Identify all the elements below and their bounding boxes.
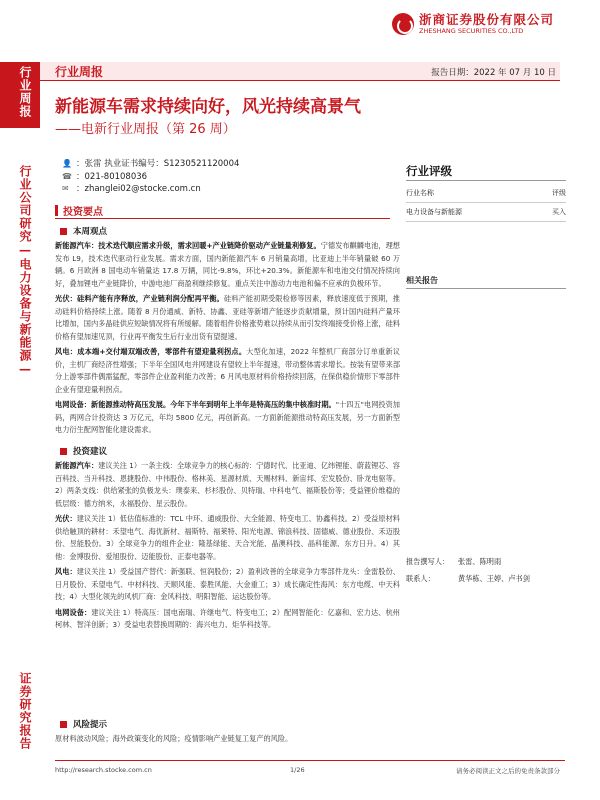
authors-block: 报告撰写人： 张雷、陈明雨 联系人： 黄华栋、王婷、卢书剑 bbox=[406, 557, 530, 583]
company-name-en: ZHESHANG SECURITIES CO.,LTD bbox=[419, 27, 524, 35]
footer-disclaimer: 请务必阅读正文之后的免责条款部分 bbox=[456, 767, 560, 775]
bullet-icon bbox=[60, 721, 67, 728]
phone-icon: ☎ bbox=[62, 171, 72, 181]
view-ev: 新能源汽车：技术迭代顺应需求升级，需求回暖+产业链降价驱动产业链量利修复。宁德发布麒麟电池，理想发布 L9，技术迭代驱动行业发展。需求方面，国内新能源汽车 6 月销量高增，比亚迪上半年销量破 60 万辆。6 月欧洲 8 国电动车销量达 17.8 万辆，同比-9.8%，环比+20.3%。新能源车和电池交付情况持续向好，叠加锂电产业链降价，中游电池厂商盈利继续修复。重点关注中游动力电池和偏不应承的负极环节。 bbox=[55, 241, 400, 288]
side-label-middle: 行业公司研究—电力设备与新能源— bbox=[18, 165, 32, 377]
page-title: 新能源车需求持续向好，风光持续高景气 bbox=[55, 97, 361, 117]
analyst-phone: ：021-80108036 bbox=[76, 171, 148, 182]
company-name-cn: 浙商证券股份有限公司 bbox=[419, 12, 555, 27]
view-grid: 电网设备：新能源推动特高压发展。今年下半年到明年上半年是特高压的集中核准时期。"十四五"电网投资加码，两网合计投资达 3 万亿元，年均 5800 亿元，再创新高。一方面新能源推动特高压发展，另一方面新型电力衍生配网智能化建设需求。 bbox=[55, 400, 400, 434]
suggest-wind: 风电：建议关注 1）受益国产替代：新强联、恒润股份；2）盈利改善的全球竞争力零部件龙头：金雷股份、日月股份、禾望电气、中材科技、天顺风能、泰胜风能、大金重工；3）成长确定性海风：东方电缆、中天科技；4）大型化领先的风机厂商：金风科技、明阳智能、运达股份等。 bbox=[55, 567, 400, 601]
related-reports-title: 相关报告 bbox=[406, 276, 438, 285]
analyst-email[interactable]: ：zhanglei02@stocke.com.cn bbox=[76, 184, 201, 194]
page-number: 1/26 bbox=[290, 766, 305, 774]
risk-text: 原材料波动风险；海外政策变化的风险；疫情影响产业链复工复产的风险。 bbox=[55, 734, 293, 743]
rating-value: 买入 bbox=[552, 208, 566, 216]
bullet-icon bbox=[60, 448, 67, 455]
section-title: 投资要点 bbox=[63, 207, 103, 218]
suggestions-heading: 投资建议 bbox=[60, 445, 107, 457]
company-logo bbox=[392, 12, 554, 35]
email-icon: ✉ bbox=[62, 184, 69, 193]
person-icon: 👤 bbox=[62, 159, 72, 168]
page-subtitle: ——电新行业周报（第 26 周） bbox=[55, 122, 236, 137]
suggestions-body bbox=[55, 460, 400, 635]
zheshang-logo-icon bbox=[392, 13, 414, 35]
contacts: 黄华栋、王婷、卢书剑 bbox=[458, 574, 530, 583]
side-label-top: 行业周报 bbox=[18, 66, 32, 118]
bullet-icon bbox=[60, 228, 67, 235]
rating-industry: 电力设备与新能源 bbox=[406, 208, 462, 216]
views-heading: 本周观点 bbox=[60, 225, 107, 237]
column-label: 行业周报 bbox=[55, 65, 104, 79]
rating-row bbox=[406, 203, 566, 222]
section-heading bbox=[55, 203, 390, 219]
view-pv: 光伏：硅料产能有序释放，产业链利润分配再平衡。硅料产能初期受限检修等因素，释放速度低于预期，推动硅料价格持续上涨。随着 8 月份通威、新特、协鑫、亚硅等新增产能逐步贡献增量，预计国内硅料产量环比增加，国内多晶硅供应短缺情况将有所缓解。随着组件价格涨势难以持续从而引发终端接受价格上涨，硅料价格有望加速见顶，行业再平衡发生后行业出货有望提速。 bbox=[55, 294, 401, 341]
risk-heading: 风险提示 bbox=[60, 718, 107, 730]
suggest-grid: 电网设备：建议关注 1）特高压：国电南瑞、许继电气、特变电工；2）配网智能化：亿嘉和、宏力达、杭州柯林、智洋创新；3）受益电表替换周期的：海兴电力、炬华科技等。 bbox=[55, 607, 400, 629]
side-label-bottom: 证券研究报告 bbox=[18, 672, 32, 750]
views-body bbox=[55, 240, 400, 440]
analyst-name: ：张雷 执业证书编号：S1230521120004 bbox=[76, 159, 240, 169]
suggest-ev: 新能源汽车：建议关注 1）一条主线：全球竞争力的核心标的：宁德时代、比亚迪、亿纬锂能、蔚蓝锂芯、容百科技、当升科技、恩捷股份、中伟股份、格林美、星源材质、天赐材料、新宙邦、宏发股份、卧龙电驱等。2）两条支线：供给紧张的负极龙头：璞泰来、杉杉股份、贝特瑞、中科电气、福斯股份等；受益锂价维稳的低层级：德方纳米，永福股份、星云股份。 bbox=[55, 461, 401, 508]
header-divider bbox=[40, 80, 560, 81]
rating-header-row: 行业名称 评级 bbox=[406, 184, 566, 203]
report-date: 报告日期：2022 年 07 月 10 日 bbox=[431, 68, 556, 78]
writers: 张雷、陈明雨 bbox=[458, 557, 502, 566]
rating-title: 行业评级 bbox=[406, 164, 452, 178]
footer-url[interactable]: http://research.stocke.com.cn bbox=[55, 766, 152, 774]
analyst-info bbox=[62, 158, 239, 196]
rating-table bbox=[406, 184, 566, 222]
view-wind: 风电：成本端+交付端双端改善，零部件有望迎量利拐点。大型化加速，2022 年整机厂商部分订单重新议价，主机厂商经济性增强；下半年全国风电并网建设有望较上半年提速，带动整体需求增长。按装有望带来部分上游零部件偶需猛配，零部件企业盈利能力改善；6 月风电原材料价格持续回落，在保供稳价情形下零部件企业有望迎量利拐点。 bbox=[55, 347, 401, 394]
suggest-pv: 光伏：建议关注 1）低估值标准的：TCL 中环、通威股份、大全能源、特变电工、协鑫科技。2）受益原材料供给触顶的耕材：禾望电气、海优新材、福斯特、福莱特、阳光电源、锦浪科技、固德威、德业股份、禾迈股份、昱能股份。3）全球竞争力的组件企业：隆基绿能、天合光能、晶澳科技、晶科能源、东方日升。4）其他：金博股份、爱旭股份、迈能股份、正泰电器等。 bbox=[55, 514, 401, 561]
